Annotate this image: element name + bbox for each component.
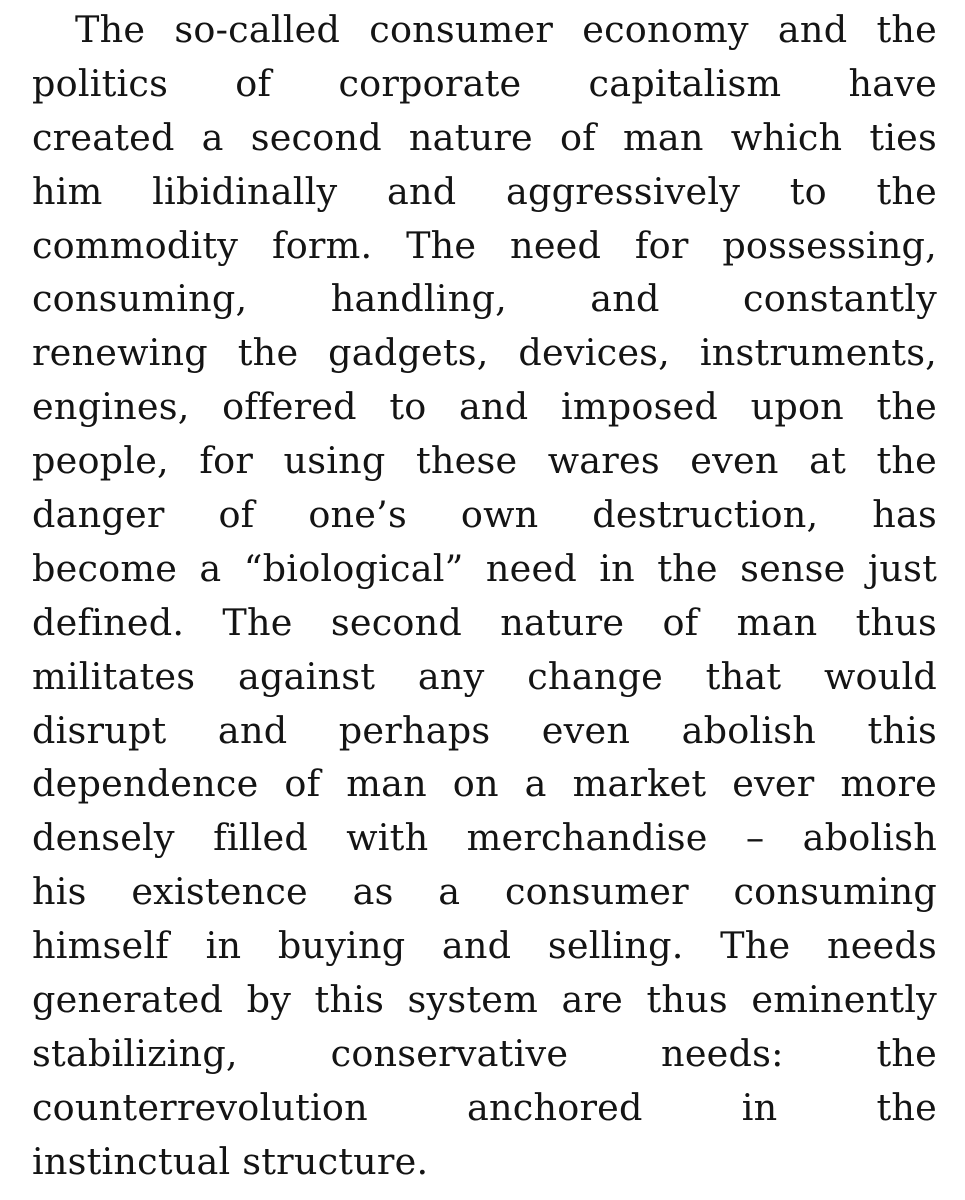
paragraph-line: densely filled with merchandise – abolish <box>32 816 937 860</box>
paragraph-line: dependence of man on a market ever more <box>32 762 937 806</box>
paragraph-line: The so-called consumer economy and the <box>75 8 937 51</box>
paragraph-line: his existence as a consumer consuming <box>32 870 937 914</box>
document-page <box>32 3 937 1189</box>
body-paragraph <box>32 3 937 1189</box>
paragraph-line: stabilizing, conservative needs: the <box>32 1031 937 1075</box>
paragraph-line: instinctual structure. <box>32 1139 429 1183</box>
paragraph-line: militates against any change that would <box>32 654 937 698</box>
paragraph-line: generated by this system are thus eminently <box>32 978 937 1022</box>
paragraph-line: consuming, handling, and constantly <box>32 277 937 321</box>
paragraph-line: created a second nature of man which ties <box>32 115 937 159</box>
paragraph-line: defined. The second nature of man thus <box>32 600 937 644</box>
paragraph-line: become a “biological” need in the sense just <box>32 546 937 590</box>
paragraph-line: people, for using these wares even at the <box>32 439 937 483</box>
paragraph-line: him libidinally and aggressively to the <box>32 169 937 213</box>
paragraph-line: danger of one’s own destruction, has <box>32 493 937 537</box>
paragraph-line: renewing the gadgets, devices, instruments, <box>32 331 937 375</box>
paragraph-line: counterrevolution anchored in the <box>32 1085 937 1129</box>
paragraph-line: disrupt and perhaps even abolish this <box>32 708 937 752</box>
paragraph-line: commodity form. The need for possessing, <box>32 223 937 267</box>
paragraph-line: politics of corporate capitalism have <box>32 61 937 105</box>
paragraph-line: himself in buying and selling. The needs <box>32 924 937 968</box>
paragraph-line: engines, offered to and imposed upon the <box>32 385 937 429</box>
